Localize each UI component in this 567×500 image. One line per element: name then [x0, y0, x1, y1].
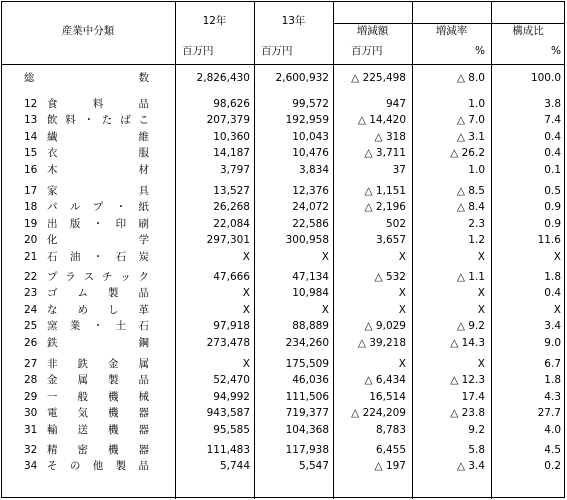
- industry-name-char: 器: [138, 407, 149, 419]
- cell-share: X: [553, 304, 561, 316]
- industry-name: [47, 424, 149, 437]
- industry-name: [47, 407, 149, 420]
- cell-share: 0.4: [544, 287, 561, 299]
- cell-rate: X: [477, 251, 485, 263]
- industry-name-char: プ: [47, 271, 58, 283]
- industry-name-char: ば: [120, 114, 131, 126]
- cell-diff: 16,514: [369, 391, 406, 403]
- header-divider: [1, 64, 565, 65]
- industry-name-char: 一: [47, 391, 58, 403]
- industry-name-char: 機: [108, 444, 119, 456]
- cell-y12: 47,666: [213, 271, 250, 283]
- cell-y13: 47,134: [292, 271, 329, 283]
- industry-name-char: ッ: [120, 271, 131, 283]
- industry-name: [47, 98, 149, 111]
- industry-name-char: 属: [138, 358, 149, 370]
- cell-y12: 5,744: [219, 460, 250, 472]
- industry-name-char: 密: [77, 444, 88, 456]
- industry-code: 13: [24, 114, 38, 126]
- industry-name: [47, 391, 149, 404]
- cell-y13: 5,547: [298, 460, 329, 472]
- cell-diff: △ 3,711: [364, 147, 406, 159]
- cell-rate: △ 8.5: [456, 185, 485, 197]
- industry-name-char: 製: [108, 374, 119, 386]
- industry-name-char: 金: [47, 374, 58, 386]
- industry-name: [47, 201, 149, 214]
- industry-name: [47, 114, 149, 127]
- industry-name-char: 家: [47, 185, 58, 197]
- industry-name-char: ・: [92, 251, 104, 263]
- cell-y12: 111,483: [206, 444, 250, 456]
- cell-rate: 1.2: [468, 234, 485, 246]
- total-rate: △ 8.0: [456, 72, 485, 84]
- industry-name-char: の: [69, 460, 81, 472]
- industry-code: 25: [24, 320, 38, 332]
- industry-name: [47, 337, 149, 350]
- industry-name-char: 電: [47, 407, 58, 419]
- cell-diff: △ 197: [374, 460, 406, 472]
- composition-header: 構成比: [512, 25, 544, 37]
- industry-name-char: ル: [69, 201, 81, 213]
- industry-code: 14: [24, 131, 38, 143]
- cell-y13: 10,476: [292, 147, 329, 159]
- cell-y13: 117,938: [285, 444, 329, 456]
- cell-y12: X: [242, 304, 250, 316]
- industry-name-char: ・: [92, 320, 104, 332]
- cell-diff: △ 318: [374, 131, 406, 143]
- industry-code: 17: [24, 185, 38, 197]
- unit-label-y12: 百万円: [182, 45, 214, 57]
- cell-share: 3.8: [544, 98, 561, 110]
- industry-name-char: 刷: [138, 218, 149, 230]
- industry-name-char: 土: [115, 320, 127, 332]
- cell-y13: 192,959: [285, 114, 329, 126]
- industry-name-char: ス: [83, 271, 95, 283]
- change-amount-header: 増減額: [356, 25, 389, 37]
- cell-y12: X: [242, 358, 250, 370]
- cell-y12: 26,268: [213, 201, 250, 213]
- industry-name-char: 印: [115, 218, 127, 230]
- cell-y13: 88,889: [292, 320, 329, 332]
- industry-name-char: 送: [77, 424, 88, 436]
- change-rate-header: 増減率: [435, 25, 468, 37]
- unit-label-diff: 百万円: [351, 45, 383, 57]
- cell-diff: 37: [392, 164, 406, 176]
- industry-code: 16: [24, 164, 38, 176]
- cell-rate: △ 3.1: [456, 131, 485, 143]
- industry-name-char: ・: [83, 114, 95, 126]
- cell-rate: △ 8.4: [456, 201, 485, 213]
- cell-diff: X: [398, 251, 406, 263]
- industry-name-char: た: [101, 114, 113, 126]
- cell-y12: 3,797: [219, 164, 250, 176]
- cell-rate: △ 3.4: [456, 460, 485, 472]
- industry-name-char: 他: [92, 460, 104, 472]
- cell-y12: 207,379: [206, 114, 250, 126]
- industry-name-char: 械: [138, 391, 149, 403]
- industry-name-char: 品: [138, 287, 149, 299]
- cell-y12: 98,626: [213, 98, 250, 110]
- industry-name-char: ゴ: [47, 287, 58, 299]
- industry-name-char: 機: [108, 424, 119, 436]
- cell-rate: △ 9.2: [456, 320, 485, 332]
- industry-code: 32: [24, 444, 38, 456]
- cell-diff: △ 532: [374, 271, 406, 283]
- cell-diff: X: [398, 304, 406, 316]
- industry-name-char: そ: [47, 460, 58, 472]
- cell-y12: 14,187: [213, 147, 250, 159]
- cell-y13: 46,036: [292, 374, 329, 386]
- industry-code: 29: [24, 391, 38, 403]
- industry-name-char: パ: [47, 201, 58, 213]
- cell-y13: 719,377: [285, 407, 329, 419]
- cell-rate: △ 26.2: [450, 147, 485, 159]
- industry-name-char: 品: [138, 98, 149, 110]
- industry-name-char: 炭: [138, 251, 149, 263]
- industry-name: [47, 374, 149, 387]
- cell-y13: 300,958: [285, 234, 329, 246]
- industry-name-char: 維: [138, 131, 149, 143]
- industry-name-char: ・: [115, 201, 127, 213]
- industry-code: 26: [24, 337, 38, 349]
- cell-rate: 1.0: [468, 164, 485, 176]
- cell-y12: X: [242, 251, 250, 263]
- industry-name: [47, 304, 149, 317]
- year13-header: 13年: [281, 15, 306, 27]
- industry-name-char: 精: [47, 444, 58, 456]
- unit-label-rate: %: [475, 45, 485, 57]
- industry-name-char: 製: [115, 460, 127, 472]
- industry-name-char: 金: [108, 358, 119, 370]
- industry-name: [47, 444, 149, 457]
- industry-name-char: 繊: [47, 131, 58, 143]
- cell-share: 9.0: [544, 337, 561, 349]
- cell-y12: 10,360: [213, 131, 250, 143]
- cell-diff: △ 6,434: [364, 374, 406, 386]
- industry-name-char: 革: [138, 304, 149, 316]
- cell-share: 4.5: [544, 444, 561, 456]
- industry-name: [47, 287, 149, 300]
- industry-code: 28: [24, 374, 38, 386]
- unit-label-share: %: [551, 45, 561, 57]
- industry-name-char: 飲: [47, 114, 58, 126]
- cell-share: 0.9: [544, 218, 561, 230]
- industry-name-char: 学: [138, 234, 149, 246]
- cell-y13: 104,368: [285, 424, 329, 436]
- cell-share: 0.4: [544, 147, 561, 159]
- cell-diff: △ 2,196: [364, 201, 406, 213]
- cell-share: 4.0: [544, 424, 561, 436]
- cell-y13: 99,572: [292, 98, 329, 110]
- year12-header: 12年: [202, 15, 227, 27]
- industry-name-char: ラ: [65, 271, 76, 283]
- industry-name-char: 石: [47, 251, 58, 263]
- industry-name-char: 機: [108, 407, 119, 419]
- total-row-name: [24, 72, 149, 85]
- cell-y13: 22,586: [292, 218, 329, 230]
- cell-diff: △ 14,420: [357, 114, 406, 126]
- cell-y12: 97,918: [213, 320, 250, 332]
- industry-code: 27: [24, 358, 38, 370]
- industry-code: 15: [24, 147, 38, 159]
- industry-name-char: 料: [92, 98, 104, 110]
- cell-y13: X: [321, 304, 329, 316]
- cell-share: 1.8: [544, 374, 561, 386]
- industry-code: 30: [24, 407, 38, 419]
- industry-name-char: 服: [138, 147, 149, 159]
- industry-name-char: 品: [138, 460, 149, 472]
- cell-share: 0.9: [544, 201, 561, 213]
- cell-y13: 24,072: [292, 201, 329, 213]
- industry-name: [47, 218, 149, 231]
- cell-y12: 52,470: [213, 374, 250, 386]
- cell-share: 11.6: [537, 234, 561, 246]
- cell-share: 6.7: [544, 358, 561, 370]
- total-y13: 2,600,932: [275, 72, 329, 84]
- industry-name-char: 非: [47, 358, 58, 370]
- cell-diff: 947: [385, 98, 406, 110]
- cell-share: 0.2: [544, 460, 561, 472]
- industry-name-char: 衣: [47, 147, 58, 159]
- cell-y12: 94,992: [213, 391, 250, 403]
- cell-diff: 3,657: [375, 234, 406, 246]
- cell-share: 0.5: [544, 185, 561, 197]
- total-name-char: 総: [24, 72, 35, 84]
- cell-y13: 234,260: [285, 337, 329, 349]
- cell-rate: 5.8: [468, 444, 485, 456]
- cell-rate: 1.0: [468, 98, 485, 110]
- industry-name-char: プ: [92, 201, 104, 213]
- industry-name-char: 紙: [138, 201, 149, 213]
- industry-name-char: 版: [69, 218, 81, 230]
- industry-code: 19: [24, 218, 38, 230]
- industry-name-char: ム: [77, 287, 88, 299]
- cell-rate: 17.4: [461, 391, 485, 403]
- cell-diff: △ 39,218: [357, 337, 406, 349]
- industry-name-char: 鉄: [77, 358, 88, 370]
- industry-name-char: 鋼: [138, 337, 149, 349]
- cell-rate: △ 12.3: [450, 374, 485, 386]
- industry-name-char: 料: [65, 114, 76, 126]
- industry-name-char: こ: [138, 114, 149, 126]
- industry-code: 24: [24, 304, 38, 316]
- cell-y12: 13,527: [213, 185, 250, 197]
- cell-share: 0.4: [544, 131, 561, 143]
- cell-diff: 502: [385, 218, 406, 230]
- cell-share: 3.4: [544, 320, 561, 332]
- industry-name: [47, 131, 149, 144]
- cell-diff: △ 224,209: [351, 407, 406, 419]
- cell-share: 0.1: [544, 164, 561, 176]
- industry-name-char: め: [77, 304, 88, 316]
- industry-name-char: 窯: [47, 320, 58, 332]
- cell-rate: △ 14.3: [450, 337, 485, 349]
- industry-name-char: 気: [77, 407, 88, 419]
- industry-name-char: 木: [47, 164, 58, 176]
- cell-share: 1.8: [544, 271, 561, 283]
- industry-code: 18: [24, 201, 38, 213]
- cell-y12: 297,301: [206, 234, 250, 246]
- industry-code: 31: [24, 424, 38, 436]
- cell-rate: X: [477, 304, 485, 316]
- industry-name-char: 品: [138, 374, 149, 386]
- total-share: 100.0: [530, 72, 561, 84]
- industry-name-char: 業: [69, 320, 81, 332]
- cell-rate: X: [477, 287, 485, 299]
- industry-code: 12: [24, 98, 38, 110]
- industry-name-char: ク: [138, 271, 149, 283]
- industry-name-char: 器: [138, 444, 149, 456]
- industry-name: [47, 185, 149, 198]
- cell-y12: 943,587: [206, 407, 250, 419]
- cell-rate: 9.2: [468, 424, 485, 436]
- cell-rate: △ 1.1: [456, 271, 485, 283]
- industry-name-char: 材: [138, 164, 149, 176]
- cell-share: 27.7: [537, 407, 561, 419]
- cell-diff: 6,455: [375, 444, 406, 456]
- cell-y12: 273,478: [206, 337, 250, 349]
- industry-name-char: 石: [138, 320, 149, 332]
- industry-code: 21: [24, 251, 38, 263]
- cell-rate: △ 23.8: [450, 407, 485, 419]
- industry-name: [47, 147, 149, 160]
- industry-name-char: ・: [92, 218, 104, 230]
- cell-share: 7.4: [544, 114, 561, 126]
- industry-name-char: し: [108, 304, 119, 316]
- total-y12: 2,826,430: [196, 72, 250, 84]
- industry-name: [47, 460, 149, 473]
- industry-name: [47, 251, 149, 264]
- industry-name-char: な: [47, 304, 58, 316]
- category-header: 産業中分類: [61, 25, 115, 37]
- industry-name: [47, 271, 149, 284]
- industry-name-char: 具: [138, 185, 149, 197]
- cell-y13: 10,043: [292, 131, 329, 143]
- cell-diff: X: [398, 287, 406, 299]
- industry-name: [47, 234, 149, 247]
- cell-diff: X: [398, 358, 406, 370]
- industry-name-char: チ: [101, 271, 113, 283]
- industry-name-char: 出: [47, 218, 58, 230]
- cell-diff: △ 9,029: [364, 320, 406, 332]
- industry-name-char: 属: [77, 374, 88, 386]
- industry-code: 22: [24, 271, 38, 283]
- cell-rate: X: [477, 358, 485, 370]
- industry-name-char: 石: [115, 251, 127, 263]
- industry-name-char: 製: [108, 287, 119, 299]
- cell-y13: X: [321, 251, 329, 263]
- cell-y13: 12,376: [292, 185, 329, 197]
- cell-share: X: [553, 251, 561, 263]
- cell-diff: 8,783: [375, 424, 406, 436]
- cell-y13: 3,834: [298, 164, 329, 176]
- industry-name: [47, 164, 149, 177]
- industry-name: [47, 320, 149, 333]
- cell-y13: 175,509: [285, 358, 329, 370]
- cell-rate: 2.3: [468, 218, 485, 230]
- cell-y13: 111,506: [285, 391, 329, 403]
- industry-code: 23: [24, 287, 38, 299]
- total-diff: △ 225,498: [351, 72, 406, 84]
- cell-y12: 95,585: [213, 424, 250, 436]
- total-name-char: 数: [138, 72, 149, 84]
- industry-name-char: 器: [138, 424, 149, 436]
- industry-name-char: 般: [77, 391, 88, 403]
- industry-name-char: 食: [47, 98, 58, 110]
- cell-rate: △ 7.0: [456, 114, 485, 126]
- cell-y12: X: [242, 287, 250, 299]
- industry-name-char: 化: [47, 234, 58, 246]
- cell-diff: △ 1,151: [364, 185, 406, 197]
- industry-code: 34: [24, 460, 38, 472]
- industry-name-char: 油: [69, 251, 81, 263]
- unit-label-y13: 百万円: [261, 45, 293, 57]
- cell-share: 4.3: [544, 391, 561, 403]
- industry-code: 20: [24, 234, 38, 246]
- industry-name-char: 鉄: [47, 337, 58, 349]
- industry-name-char: 輸: [47, 424, 58, 436]
- industry-name: [47, 358, 149, 371]
- industry-name-char: 機: [108, 391, 119, 403]
- cell-y12: 22,084: [213, 218, 250, 230]
- cell-y13: 10,984: [292, 287, 329, 299]
